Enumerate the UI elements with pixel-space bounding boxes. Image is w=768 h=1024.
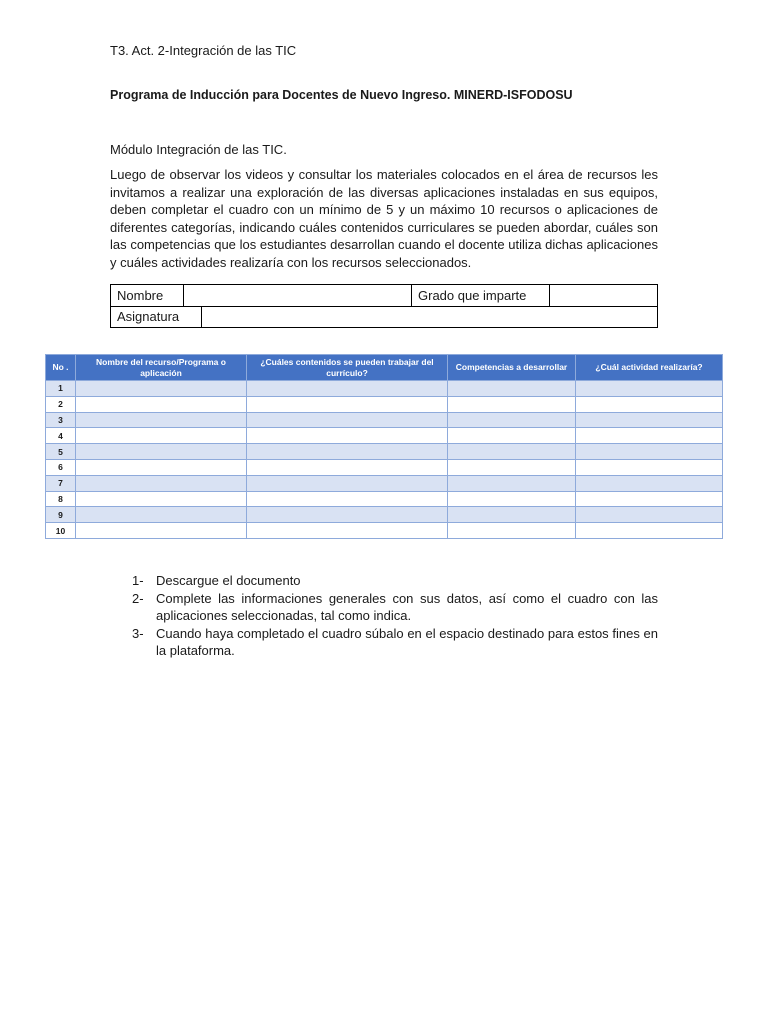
resource-name-cell[interactable]: [76, 475, 247, 491]
row-number: 8: [46, 491, 76, 507]
program-title: Programa de Inducción para Docentes de Nuevo Ingreso. MINERD-ISFODOSU: [110, 88, 573, 102]
resource-name-cell[interactable]: [76, 381, 247, 397]
table-row: [46, 412, 723, 428]
list-item: [132, 625, 658, 660]
list-item-number: 2-: [132, 590, 144, 606]
row-number: 4: [46, 428, 76, 444]
table-row: [46, 507, 723, 523]
activity-cell[interactable]: [576, 459, 723, 475]
header-no: No .: [46, 355, 76, 381]
table-row: [46, 491, 723, 507]
row-number: 2: [46, 396, 76, 412]
row-number: 6: [46, 459, 76, 475]
competencies-cell[interactable]: [448, 507, 576, 523]
asignatura-field[interactable]: [202, 306, 657, 327]
row-number: 1: [46, 381, 76, 397]
resource-name-cell[interactable]: [76, 507, 247, 523]
resource-table: [45, 354, 723, 539]
header-activity: ¿Cuál actividad realizaría?: [576, 355, 723, 381]
contents-cell[interactable]: [247, 412, 448, 428]
table-row: [46, 444, 723, 460]
competencies-cell[interactable]: [448, 491, 576, 507]
competencies-cell[interactable]: [448, 444, 576, 460]
list-item-number: 1-: [132, 573, 144, 588]
competencies-cell[interactable]: [448, 428, 576, 444]
instructions-list: [132, 572, 658, 660]
contents-cell[interactable]: [247, 491, 448, 507]
contents-cell[interactable]: [247, 459, 448, 475]
contents-cell[interactable]: [247, 396, 448, 412]
grado-label: Grado que imparte: [412, 285, 550, 306]
document-title: T3. Act. 2-Integración de las TIC: [110, 43, 297, 58]
grado-field[interactable]: [550, 285, 657, 306]
resource-name-cell[interactable]: [76, 491, 247, 507]
row-number: 5: [46, 444, 76, 460]
activity-cell[interactable]: [576, 507, 723, 523]
activity-cell[interactable]: [576, 523, 723, 539]
competencies-cell[interactable]: [448, 381, 576, 397]
activity-cell[interactable]: [576, 396, 723, 412]
list-item-text: Complete las informaciones generales con sus datos, así como el cuadro con las aplicaciones seleccionadas, tal como indica.: [156, 590, 658, 624]
resource-name-cell[interactable]: [76, 396, 247, 412]
nombre-field[interactable]: [184, 285, 412, 306]
list-item-text: Cuando haya completado el cuadro súbalo en el espacio destinado para estos fines en la plataforma.: [156, 625, 658, 659]
table-header-row: [46, 355, 723, 381]
header-contents: ¿Cuáles contenidos se pueden trabajar del currículo?: [247, 355, 448, 381]
table-row: [46, 475, 723, 491]
nombre-label: Nombre: [111, 285, 184, 306]
resource-name-cell[interactable]: [76, 428, 247, 444]
row-number: 7: [46, 475, 76, 491]
competencies-cell[interactable]: [448, 412, 576, 428]
intro-paragraph: Luego de observar los videos y consultar los materiales colocados en el área de recursos les invitamos a realizar una exploración de las diversas aplicaciones instaladas en sus equipos, deben completar el cuadro con un mínimo de 5 y un máximo 10 recursos o aplicaciones de diferentes categorías, indicando cuáles contenidos curriculares se pueden abordar, cuáles son las competencias que los estudiantes desarrollan cuando el docente utiliza dichas aplicaciones y cuáles actividades realizaría con los recursos seleccionados.: [110, 167, 658, 270]
resource-name-cell[interactable]: [76, 523, 247, 539]
activity-cell[interactable]: [576, 381, 723, 397]
resource-name-cell[interactable]: [76, 444, 247, 460]
competencies-cell[interactable]: [448, 475, 576, 491]
contents-cell[interactable]: [247, 428, 448, 444]
contents-cell[interactable]: [247, 475, 448, 491]
contents-cell[interactable]: [247, 523, 448, 539]
list-item: [132, 590, 658, 625]
activity-cell[interactable]: [576, 491, 723, 507]
table-row: [46, 428, 723, 444]
row-number: 10: [46, 523, 76, 539]
table-row: [46, 396, 723, 412]
table-row: [46, 459, 723, 475]
table-row: [46, 381, 723, 397]
activity-cell[interactable]: [576, 475, 723, 491]
list-item-text: Descargue el documento: [156, 573, 301, 588]
contents-cell[interactable]: [247, 444, 448, 460]
module-title: Módulo Integración de las TIC.: [110, 142, 287, 157]
competencies-cell[interactable]: [448, 396, 576, 412]
header-competencies: Competencias a desarrollar: [448, 355, 576, 381]
contents-cell[interactable]: [247, 507, 448, 523]
competencies-cell[interactable]: [448, 459, 576, 475]
asignatura-label: Asignatura: [111, 306, 202, 327]
list-item-number: 3-: [132, 625, 144, 641]
resource-name-cell[interactable]: [76, 412, 247, 428]
list-item: [132, 572, 658, 590]
contents-cell[interactable]: [247, 381, 448, 397]
table-row: [46, 523, 723, 539]
activity-cell[interactable]: [576, 412, 723, 428]
row-number: 9: [46, 507, 76, 523]
resource-name-cell[interactable]: [76, 459, 247, 475]
info-row-nombre: [110, 284, 658, 307]
row-number: 3: [46, 412, 76, 428]
competencies-cell[interactable]: [448, 523, 576, 539]
header-resource-name: Nombre del recurso/Programa o aplicación: [76, 355, 247, 381]
info-row-asignatura: [110, 306, 658, 328]
activity-cell[interactable]: [576, 428, 723, 444]
activity-cell[interactable]: [576, 444, 723, 460]
